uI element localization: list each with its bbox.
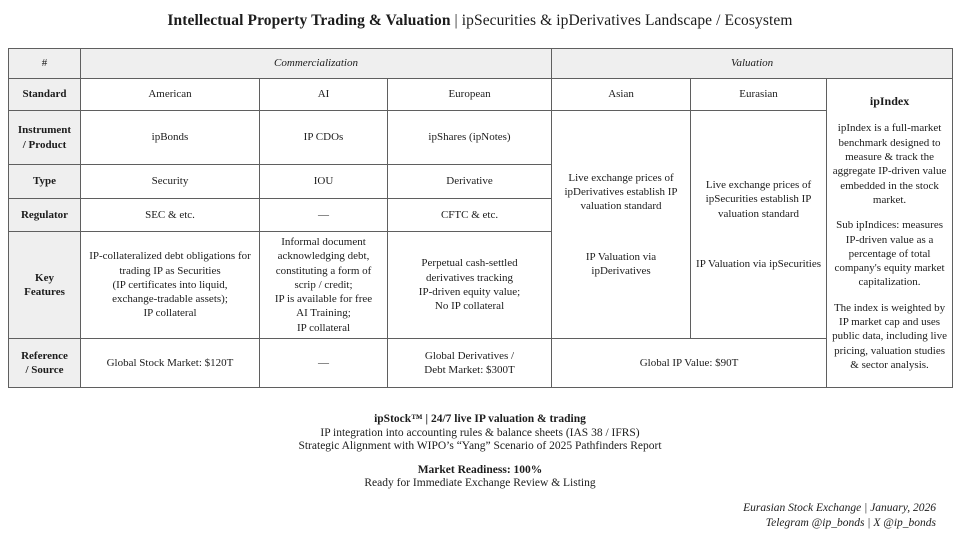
standard-eurasian-cell: Eurasian	[691, 79, 827, 111]
title-separator: |	[454, 12, 458, 29]
exchange-credit-line: Eurasian Stock Exchange | January, 2026	[743, 502, 936, 514]
market-readiness-line: Market Readiness: 100%	[417, 463, 543, 476]
reference-ai-cell: —	[260, 339, 388, 388]
features-ai-cell: Informal document acknowledging debt, constituting a form of scrip / credit; IP is available for free AI Training; IP collateral	[260, 232, 388, 339]
type-ai-cell: IOU	[260, 165, 388, 199]
standard-asian-cell: Asian	[552, 79, 691, 111]
instrument-row	[9, 111, 953, 165]
credits-block	[743, 501, 936, 530]
regulator-european-cell: CFTC & etc.	[388, 199, 552, 232]
instrument-european-cell: ipShares (ipNotes)	[388, 111, 552, 165]
listing-line: Ready for Immediate Exchange Review & Listing	[364, 477, 596, 489]
standard-american-cell: American	[81, 79, 260, 111]
footer-block	[0, 413, 960, 491]
row-label-type: Type	[9, 165, 81, 199]
instrument-american-cell: ipBonds	[81, 111, 260, 165]
ipindex-paragraph-3: The index is weighted by IP market cap and uses public data, including live pricing, valuation studies & sector analysis.	[832, 301, 947, 371]
regulator-ai-cell: —	[260, 199, 388, 232]
eurasian-paragraph-1: Live exchange prices of ipSecurities establish IP valuation standard	[705, 178, 812, 220]
reference-european-cell: Global Derivatives / Debt Market: $300T	[388, 339, 552, 388]
instrument-ai-cell: IP CDOs	[260, 111, 388, 165]
standard-european-cell: European	[388, 79, 552, 111]
features-european-cell: Perpetual cash-settled derivatives tracking IP-driven equity value; No IP collateral	[388, 232, 552, 339]
standard-ai-cell: AI	[260, 79, 388, 111]
type-european-cell: Derivative	[388, 165, 552, 199]
header-row	[9, 49, 953, 79]
row-label-instrument: Instrument / Product	[9, 111, 81, 165]
regulator-american-cell: SEC & etc.	[81, 199, 260, 232]
asian-valuation-cell	[552, 111, 691, 339]
asian-paragraph-2: IP Valuation via ipDerivatives	[585, 250, 657, 277]
ipstock-headline: ipStock™ | 24/7 live IP valuation & trading	[374, 413, 586, 425]
features-american-cell: IP-collateralized debt obligations for trading IP as Securities (IP certificates into liquid, exchange-tradable assets); IP collateral	[81, 232, 260, 339]
asian-paragraph-1: Live exchange prices of ipDerivatives establish IP valuation standard	[564, 171, 678, 213]
standard-row	[9, 79, 953, 111]
group-header-commercialization: Commercialization	[81, 49, 552, 79]
group-header-valuation: Valuation	[552, 49, 953, 79]
reference-row	[9, 339, 953, 388]
type-american-cell: Security	[81, 165, 260, 199]
page-title	[0, 12, 960, 30]
row-label-standard: Standard	[9, 79, 81, 111]
row-label-regulator: Regulator	[9, 199, 81, 232]
reference-american-cell: Global Stock Market: $120T	[81, 339, 260, 388]
corner-hash-cell: #	[9, 49, 81, 79]
row-label-key-features: Key Features	[9, 232, 81, 339]
eurasian-valuation-cell	[691, 111, 827, 339]
ipindex-paragraph-2: Sub ipIndices: measures IP-driven value as a percentage of total company's equity market capitalization.	[834, 219, 945, 289]
accounting-line: IP integration into accounting rules & balance sheets (IAS 38 / IFRS)	[320, 426, 640, 439]
social-credit-line: Telegram @ip_bonds | X @ip_bonds	[765, 516, 936, 529]
reference-valuation-cell: Global IP Value: $90T	[552, 339, 827, 388]
ipindex-paragraph-1: ipIndex is a full-market benchmark designed to measure & track the aggregate IP-driven value embedded in the stock market.	[832, 122, 947, 206]
row-label-reference: Reference / Source	[9, 339, 81, 388]
eurasian-paragraph-2: IP Valuation via ipSecurities	[696, 257, 821, 270]
wipo-line: Strategic Alignment with WIPO’s “Yang” Scenario of 2025 Pathfinders Report	[298, 440, 662, 452]
ipindex-heading: ipIndex	[869, 93, 910, 108]
title-subtitle: ipSecurities & ipDerivatives Landscape / Ecosystem	[461, 12, 793, 29]
ipindex-cell	[827, 79, 953, 388]
title-main: Intellectual Property Trading & Valuation	[167, 12, 451, 29]
landscape-table	[8, 48, 953, 388]
